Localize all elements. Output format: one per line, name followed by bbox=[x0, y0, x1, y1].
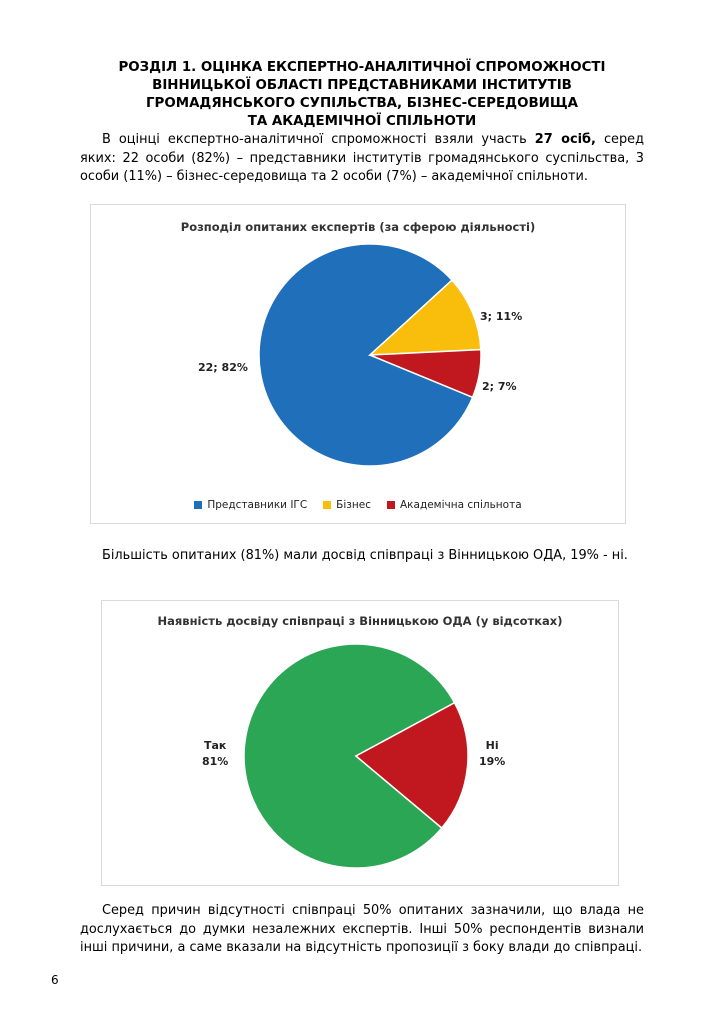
p1-text-end: серед яких: 22 особи (82%) – представники інститутів громадянського суспільства, 3 особи (11%) – бізнес-середовища та 2 особи (7%) – академічної спільноти. bbox=[80, 132, 644, 184]
legend-item bbox=[194, 499, 307, 511]
legend-swatch bbox=[323, 501, 331, 509]
chart-card-expert-distribution bbox=[90, 204, 626, 524]
legend-label: Представники ІГС bbox=[207, 499, 308, 511]
p1-bold-count: 27 осіб, bbox=[534, 132, 596, 147]
chart-title: Розподіл опитаних експертів (за сферою діяльності) bbox=[180, 220, 536, 234]
chart-card-cooperation-experience bbox=[101, 600, 619, 886]
heading-line: ГРОМАДЯНСЬКОГО СУПІЛЬСТВА, БІЗНЕС-СЕРЕДОВИЩА bbox=[146, 96, 578, 111]
paragraph-participants bbox=[80, 131, 644, 187]
data-label-value: 81% bbox=[202, 755, 229, 768]
legend-swatch bbox=[194, 501, 202, 509]
data-label: 22; 82% bbox=[198, 361, 248, 374]
legend-label: Академічна спільнота bbox=[399, 499, 522, 511]
chart-title: Наявність досвіду співпраці з Вінницькою ОДА (у відсотках) bbox=[157, 614, 563, 628]
legend-item bbox=[323, 499, 371, 511]
heading-line: ТА АКАДЕМІЧНОЇ СПІЛЬНОТИ bbox=[247, 114, 477, 129]
heading-line: ВІННИЦЬКОЇ ОБЛАСТІ ПРЕДСТАВНИКАМИ ІНСТИТУТІВ bbox=[152, 78, 572, 93]
data-label: 2; 7% bbox=[482, 380, 517, 393]
page-number: 6 bbox=[51, 973, 59, 987]
legend-item bbox=[387, 499, 522, 511]
legend-label: Бізнес bbox=[336, 499, 371, 511]
data-label-value: 19% bbox=[479, 755, 506, 768]
paragraph-reasons: Серед причин відсутності співпраці 50% опитаних зазначили, що влада не дослухається до думки незалежних експертів. Інші 50% респондентів визнали інші причини, а саме вказали на відсутність пропозиції з боку влади до співпраці. bbox=[80, 903, 644, 955]
pie-chart-expert-distribution bbox=[91, 205, 625, 523]
data-label-name: Так bbox=[203, 739, 227, 752]
chart-legend bbox=[91, 499, 625, 511]
p1-text-start: В оцінці експертно-аналітичної спроможності взяли участь bbox=[102, 132, 535, 147]
paragraph-cooperation: Більшість опитаних (81%) мали досвід співпраці з Вінницькою ОДА, 19% - ні. bbox=[102, 548, 628, 563]
pie-chart-cooperation-experience bbox=[102, 601, 618, 885]
data-label bbox=[202, 738, 228, 770]
section-heading bbox=[80, 59, 644, 131]
heading-line: РОЗДІЛ 1. ОЦІНКА ЕКСПЕРТНО-АНАЛІТИЧНОЇ СПРОМОЖНОСТІ bbox=[118, 60, 606, 75]
legend-swatch bbox=[387, 501, 395, 509]
data-label-name: Ні bbox=[485, 739, 499, 752]
data-label: 3; 11% bbox=[480, 310, 523, 323]
data-label bbox=[479, 738, 505, 770]
